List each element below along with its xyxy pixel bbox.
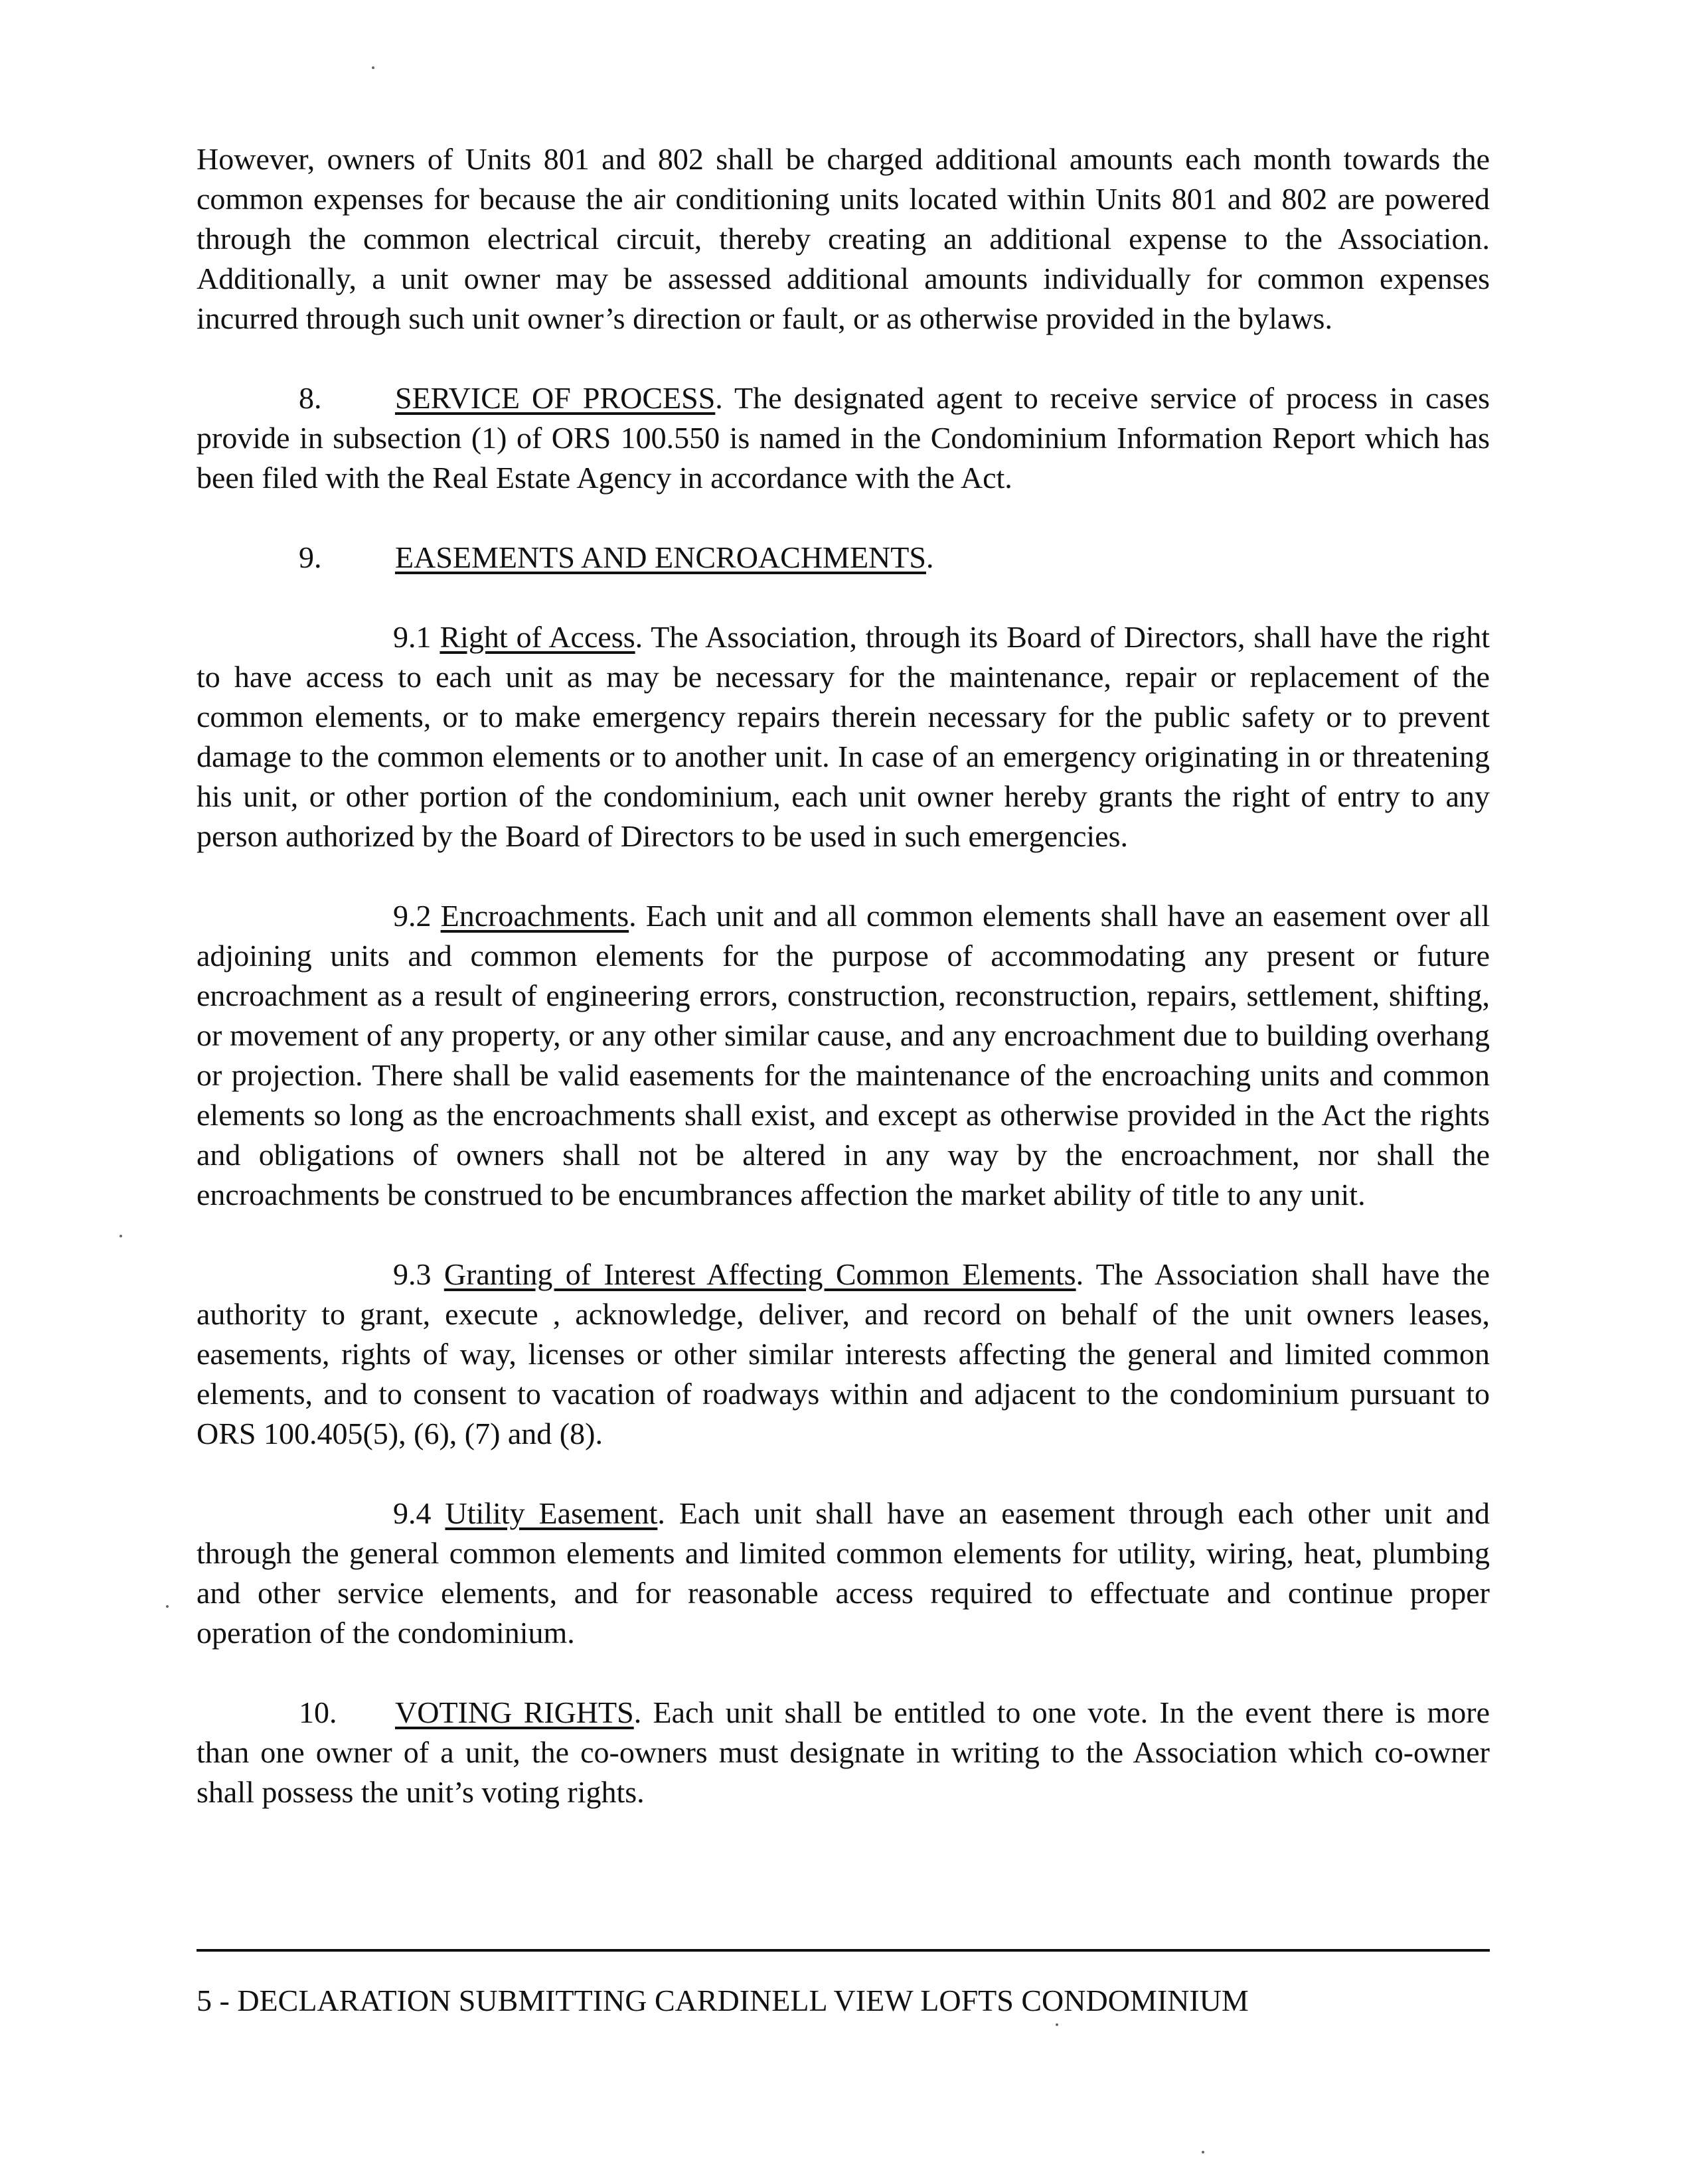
subsection-number: 9.2 [393,899,441,933]
subsection-title: Encroachments [440,899,629,933]
subsection-9-3-granting-of-interest [197,1255,1490,1454]
subsection-title: Right of Access [440,620,635,654]
page-footer: 5 - DECLARATION SUBMITTING CARDINELL VIEW LOFTS CONDOMINIUM [197,1984,1249,2017]
section-number: 8. [299,381,322,415]
footer-divider [197,1949,1490,1952]
scan-speck [166,1605,169,1608]
subsection-title: Utility Easement [445,1496,658,1530]
scan-speck [1202,2151,1204,2153]
section-text: . The designated agent to receive service of process in cases provide in subsection (1) of ORS 100.550 is named in the Condominium Information Report which has been filed with the Real Estate Agency in accordance with the Act. [197,381,1490,495]
paragraph-continuation: However, owners of Units 801 and 802 shall be charged additional amounts each month towards the common expenses for because the air conditioning units located within Units 801 and 802 are powered through the common electrical circuit, thereby creating an additional expense to the Association. Additionally, a unit owner may be assessed additional amounts individually for common expenses incurred through such unit owner’s direction or fault, or as otherwise provided in the bylaws. [197,142,1490,335]
subsection-number: 9.3 [393,1257,444,1291]
subsection-9-4-utility-easement [197,1494,1490,1653]
scan-speck [1056,2023,1058,2026]
section-title-period: . [925,540,934,574]
subsection-9-1-right-of-access [197,617,1490,856]
section-10-voting-rights [197,1693,1490,1812]
section-8-service-of-process [197,378,1490,498]
section-title: VOTING RIGHTS [395,1695,634,1729]
section-9-heading [197,538,1490,578]
subsection-number: 9.1 [393,620,440,654]
subsection-9-2-encroachments [197,896,1490,1215]
section-number: 10. [299,1695,337,1729]
subsection-title: Granting of Interest Affecting Common Elements [443,1257,1076,1291]
section-title: EASEMENTS AND ENCROACHMENTS [395,540,926,574]
subsection-text: . The Association, through its Board of Directors, shall have the right to have access to each unit as may be necessary for the maintenance, repair or replacement of the common elements, or to make emergency repairs therein necessary for the public safety or to prevent damage to the common elements or to another unit. In case of an emergency originating in or threatening his unit, or other portion of the condominium, each unit owner hereby grants the right of entry to any person authorized by the Board of Directors to be used in such emergencies. [197,620,1490,853]
section-title: SERVICE OF PROCESS [395,381,716,415]
scan-speck [372,66,374,69]
subsection-text: . Each unit shall have an easement through each other unit and through the general common elements and limited common elements for utility, wiring, heat, plumbing and other service elements, and for reasonable access required to effectuate and continue proper operation of the condominium. [197,1496,1490,1650]
subsection-text: . The Association shall have the authority to grant, execute , acknowledge, deliver, and record on behalf of the unit owners leases, easements, rights of way, licenses or other similar interests affecting the general and limited common elements, and to consent to vacation of roadways within and adjacent to the condominium pursuant to ORS 100.405(5), (6), (7) and (8). [197,1257,1490,1450]
subsection-text: . Each unit and all common elements shall have an easement over all adjoining units and common elements for the purpose of accommodating any present or future encroachment as a result of engineering errors, construction, reconstruction, repairs, settlement, shifting, or movement of any property, or any other similar cause, and any encroachment due to building overhang or projection. There shall be valid easements for the maintenance of the encroaching units and common elements so long as the encroachments shall exist, and except as otherwise provided in the Act the rights and obligations of owners shall not be altered in any way by the encroachment, nor shall the encroachments be construed to be encumbrances affection the market ability of title to any unit. [197,899,1490,1211]
section-number: 9. [299,540,322,574]
subsection-number: 9.4 [393,1496,445,1530]
document-body [197,139,1490,1812]
section-text: . Each unit shall be entitled to one vote. In the event there is more than one owner of a unit, the co-owners must designate in writing to the Association which co-owner shall possess the unit’s voting rights. [197,1695,1490,1809]
scan-speck [120,1235,122,1237]
